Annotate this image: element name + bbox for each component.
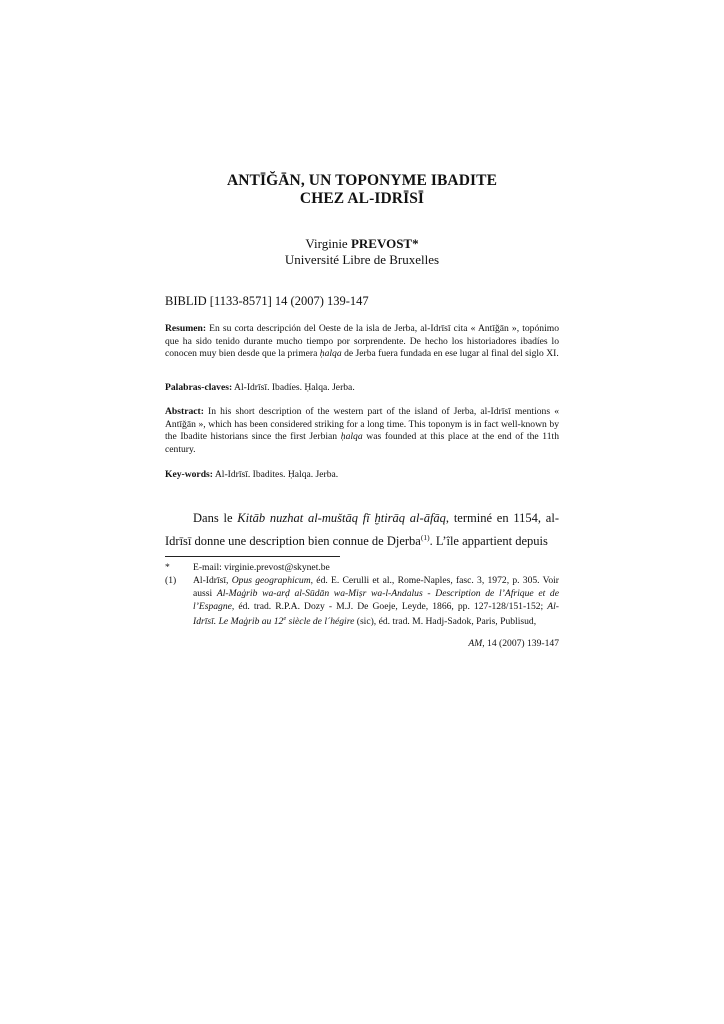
footnote-ref-1[interactable]: (1) <box>420 533 430 542</box>
abstract-paragraph <box>165 406 559 456</box>
key-words <box>165 469 559 482</box>
fn1-italic-2: Al-Maġrib wa-arḍ al-Sūdān wa-Miṣr wa-l-Andalus - Description de l’Afrique et de l’Espagne <box>193 587 559 612</box>
palabras-claves <box>165 382 559 395</box>
abstract-label: Abstract: <box>165 406 204 417</box>
page-footer <box>468 638 559 649</box>
fn1-italic-3: Al-Idrīsī. Le Maġrib au 12 <box>193 600 560 628</box>
footer-reference: , 14 (2007) 139-147 <box>482 638 559 649</box>
abstract-term: ḥalqa <box>340 431 363 443</box>
footnote-1-mark: (1) <box>165 575 177 586</box>
abstract-text: In his short description of the western part of the island of Jerba, al-Idrīsī mentions « Antīğān », which has been considered striking for a long time. This toponym is in fact well-known by the Ibadite historians since the first Jerbian <box>165 406 560 443</box>
footnote-1 <box>165 575 559 627</box>
footnote-star <box>165 562 559 575</box>
footnote-star-mark: * <box>165 562 170 573</box>
resumen-term: ḥalqa <box>319 348 342 360</box>
footnote-separator <box>165 556 340 557</box>
book-title: Kitāb nuzhat al-muštāq fī ḫtirāq al-āfāq <box>237 511 446 525</box>
resumen-label: Resumen: <box>165 323 207 334</box>
keywords-label: Key-words: <box>165 469 213 480</box>
abstract-text-end: was founded at this place at the end of the 11th century. <box>165 431 559 455</box>
body-text-start: Dans le <box>193 511 233 525</box>
author-last-name: PREVOST* <box>350 236 419 251</box>
fn1-italic-1: Opus geographicum <box>231 575 311 586</box>
resumen-paragraph <box>165 323 559 361</box>
fn1-part-b: , éd. E. Cerulli et al., Rome-Naples, fasc. 3, 1972, p. 305. Voir aussi <box>193 575 560 599</box>
keywords-text: Al-Idrīsī. Ibadites. Ḥalqa. Jerba. <box>214 469 339 480</box>
footnote-1-text <box>193 575 559 629</box>
fn1-part-a: Al-Idrīsī, <box>193 575 229 586</box>
palabras-label: Palabras-claves: <box>165 382 233 393</box>
fn1-italic-4: siècle de l´hégire <box>286 616 355 628</box>
fn1-superscript: e <box>283 615 287 623</box>
author-first-name: Virginie <box>305 236 348 251</box>
author-name <box>0 236 724 252</box>
fn1-part-d: (sic), éd. trad. M. Hadj-Sadok, Paris, Publisud, <box>354 616 537 628</box>
resumen-text-end: de Jerba fuera fundada en ese lugar al final del siglo XI. <box>344 348 559 360</box>
body-paragraph <box>165 509 559 551</box>
biblid-line: BIBLID [1133-8571] 14 (2007) 139-147 <box>165 294 369 308</box>
article-title-line-1: ANTĪĞĀN, UN TOPONYME IBADITE <box>226 172 498 189</box>
footnote-star-text: E-mail: virginie.prevost@skynet.be <box>193 562 330 573</box>
author-affiliation: Université Libre de Bruxelles <box>284 252 440 267</box>
resumen-text: En su corta descripción del Oeste de la isla de Jerba, al-Idrīsī cita « Antīğān », topónimo que ha sido tenido durante mucho tiempo por sorprendente. De hecho los historiadores ibadíes lo conocen muy bien desde que la primera <box>165 323 559 360</box>
body-text-end: . L’île appartient depuis <box>429 534 548 549</box>
article-title-line-2: CHEZ AL-IDRĪSĪ <box>299 190 425 207</box>
fn1-part-c: , éd. trad. R.P.A. Dozy - M.J. De Goeje, Leyde, 1866, pp. 127-128/151-152; <box>231 600 544 612</box>
footer-journal: AM <box>468 638 483 649</box>
body-text-mid: , terminé en 1154, al-Idrīsī donne une description bien connue de Djerba <box>165 511 559 549</box>
palabras-text: Al-Idrīsī. Ibadíes. Ḥalqa. Jerba. <box>234 382 355 393</box>
